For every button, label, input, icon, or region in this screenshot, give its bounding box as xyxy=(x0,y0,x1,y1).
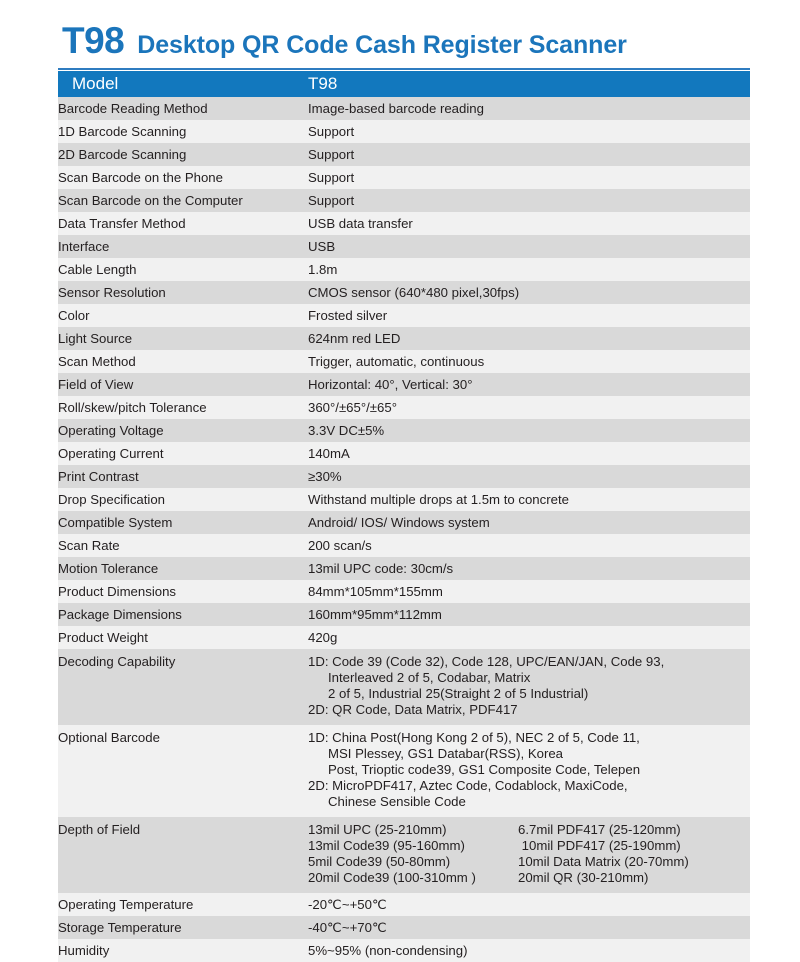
depth-of-field-value xyxy=(308,817,750,893)
table-row xyxy=(58,120,750,143)
spec-value: 5%~95% (non-condensing) xyxy=(308,939,750,962)
spec-value: Trigger, automatic, continuous xyxy=(308,350,750,373)
decoding-capability-line: 2 of 5, Industrial 25(Straight 2 of 5 Industrial) xyxy=(328,686,589,701)
specification-table xyxy=(58,71,750,962)
spec-value: Android/ IOS/ Windows system xyxy=(308,511,750,534)
table-row xyxy=(58,725,750,817)
depth-of-field-label: Depth of Field xyxy=(58,817,308,893)
spec-label: Field of View xyxy=(58,373,308,396)
page-title xyxy=(62,22,752,64)
spec-value: 200 scan/s xyxy=(308,534,750,557)
spec-value: 84mm*105mm*155mm xyxy=(308,580,750,603)
spec-value: 420g xyxy=(308,626,750,649)
table-row xyxy=(58,327,750,350)
spec-value: 13mil UPC code: 30cm/s xyxy=(308,557,750,580)
title-divider xyxy=(58,68,750,70)
decoding-capability-value xyxy=(308,649,750,725)
spec-label: Operating Temperature xyxy=(58,893,308,916)
table-row xyxy=(58,534,750,557)
table-row xyxy=(58,939,750,962)
spec-value: Horizontal: 40°, Vertical: 30° xyxy=(308,373,750,396)
specification-table-body xyxy=(58,71,750,962)
spec-label: Roll/skew/pitch Tolerance xyxy=(58,396,308,419)
spec-label: Product Dimensions xyxy=(58,580,308,603)
spec-label: Drop Specification xyxy=(58,488,308,511)
decoding-capability-line: 2D: QR Code, Data Matrix, PDF417 xyxy=(308,702,518,717)
table-header-row xyxy=(58,71,750,97)
spec-value: -20℃~+50℃ xyxy=(308,893,750,916)
table-row xyxy=(58,166,750,189)
spec-label: Humidity xyxy=(58,939,308,962)
table-row xyxy=(58,817,750,893)
depth-of-field-left-item: 13mil Code39 (95-160mm) xyxy=(308,838,465,853)
table-row xyxy=(58,465,750,488)
table-row xyxy=(58,143,750,166)
spec-label: Data Transfer Method xyxy=(58,212,308,235)
spec-label: Compatible System xyxy=(58,511,308,534)
optional-barcode-line: MSI Plessey, GS1 Databar(RSS), Korea xyxy=(328,746,564,761)
optional-barcode-value xyxy=(308,725,750,817)
table-header-value: T98 xyxy=(308,71,750,97)
spec-value: -40℃~+70℃ xyxy=(308,916,750,939)
spec-label: Print Contrast xyxy=(58,465,308,488)
table-row xyxy=(58,442,750,465)
table-row xyxy=(58,258,750,281)
depth-of-field-right-item: 20mil QR (30-210mm) xyxy=(518,870,649,885)
spec-value: Support xyxy=(308,189,750,212)
depth-of-field-left-item: 20mil Code39 (100-310mm ) xyxy=(308,870,476,885)
depth-of-field-left-item: 5mil Code39 (50-80mm) xyxy=(308,854,451,869)
table-row xyxy=(58,488,750,511)
spec-label: Scan Barcode on the Phone xyxy=(58,166,308,189)
table-row xyxy=(58,189,750,212)
spec-value: 3.3V DC±5% xyxy=(308,419,750,442)
table-row xyxy=(58,304,750,327)
spec-value: Support xyxy=(308,166,750,189)
spec-label: Color xyxy=(58,304,308,327)
table-row xyxy=(58,557,750,580)
spec-label: Light Source xyxy=(58,327,308,350)
spec-value: Support xyxy=(308,143,750,166)
spec-label: Scan Method xyxy=(58,350,308,373)
table-row xyxy=(58,396,750,419)
spec-label: 1D Barcode Scanning xyxy=(58,120,308,143)
spec-label: 2D Barcode Scanning xyxy=(58,143,308,166)
spec-label: Scan Barcode on the Computer xyxy=(58,189,308,212)
table-row xyxy=(58,580,750,603)
depth-of-field-right-item: 10mil Data Matrix (20-70mm) xyxy=(518,854,689,869)
spec-value: 624nm red LED xyxy=(308,327,750,350)
table-row xyxy=(58,212,750,235)
optional-barcode-label: Optional Barcode xyxy=(58,725,308,817)
spec-value: Image-based barcode reading xyxy=(308,97,750,120)
spec-label: Product Weight xyxy=(58,626,308,649)
table-row xyxy=(58,916,750,939)
table-row xyxy=(58,626,750,649)
spec-label: Scan Rate xyxy=(58,534,308,557)
table-row xyxy=(58,350,750,373)
table-row xyxy=(58,893,750,916)
spec-value: 360°/±65°/±65° xyxy=(308,396,750,419)
spec-label: Operating Current xyxy=(58,442,308,465)
spec-label: Cable Length xyxy=(58,258,308,281)
table-row xyxy=(58,97,750,120)
optional-barcode-lines xyxy=(308,730,750,810)
decoding-capability-lines xyxy=(308,654,750,718)
optional-barcode-line: 1D: China Post(Hong Kong 2 of 5), NEC 2 of 5, Code 11, xyxy=(308,730,640,745)
spec-value: Withstand multiple drops at 1.5m to concrete xyxy=(308,488,750,511)
table-row xyxy=(58,511,750,534)
spec-value: USB data transfer xyxy=(308,212,750,235)
spec-label: Motion Tolerance xyxy=(58,557,308,580)
table-row xyxy=(58,649,750,725)
depth-of-field-right-item: 6.7mil PDF417 (25-120mm) xyxy=(518,822,681,837)
decoding-capability-line: 1D: Code 39 (Code 32), Code 128, UPC/EAN/JAN, Code 93, xyxy=(308,654,665,669)
product-model-title: T98 xyxy=(62,20,125,61)
depth-of-field-left-item: 13mil UPC (25-210mm) xyxy=(308,822,447,837)
spec-label: Operating Voltage xyxy=(58,419,308,442)
decoding-capability-label: Decoding Capability xyxy=(58,649,308,725)
table-row xyxy=(58,419,750,442)
spec-label: Sensor Resolution xyxy=(58,281,308,304)
table-row xyxy=(58,373,750,396)
depth-of-field-grid xyxy=(308,822,750,886)
spec-label: Barcode Reading Method xyxy=(58,97,308,120)
spec-value: USB xyxy=(308,235,750,258)
optional-barcode-line: Post, Trioptic code39, GS1 Composite Code, Telepen xyxy=(328,762,641,777)
spec-value: 140mA xyxy=(308,442,750,465)
spec-value: CMOS sensor (640*480 pixel,30fps) xyxy=(308,281,750,304)
spec-value: Frosted silver xyxy=(308,304,750,327)
table-row xyxy=(58,603,750,626)
depth-of-field-right-item: 10mil PDF417 (25-190mm) xyxy=(518,838,681,853)
optional-barcode-line: Chinese Sensible Code xyxy=(328,794,466,809)
table-row xyxy=(58,235,750,258)
spec-label: Interface xyxy=(58,235,308,258)
decoding-capability-line: Interleaved 2 of 5, Codabar, Matrix xyxy=(328,670,531,685)
spec-label: Package Dimensions xyxy=(58,603,308,626)
spec-value: 160mm*95mm*112mm xyxy=(308,603,750,626)
product-description-title: Desktop QR Code Cash Register Scanner xyxy=(137,31,627,59)
spec-label: Storage Temperature xyxy=(58,916,308,939)
spec-value: Support xyxy=(308,120,750,143)
table-header-label: Model xyxy=(58,71,308,97)
table-row xyxy=(58,281,750,304)
optional-barcode-line: 2D: MicroPDF417, Aztec Code, Codablock, MaxiCode, xyxy=(308,778,628,793)
spec-value: ≥30% xyxy=(308,465,750,488)
spec-value: 1.8m xyxy=(308,258,750,281)
